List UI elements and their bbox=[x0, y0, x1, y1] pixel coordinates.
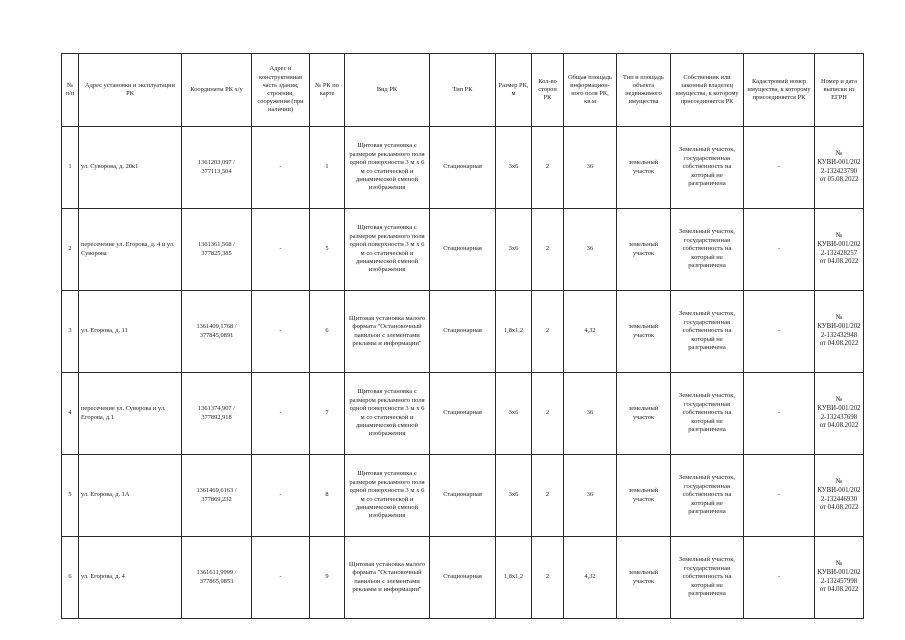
property-owner: Земельный участок, государственная собственность на который не разграничена bbox=[671, 373, 744, 455]
structure-size: 3х6 bbox=[496, 373, 532, 455]
table-row bbox=[62, 373, 864, 455]
header-cell: № п/п bbox=[62, 54, 79, 127]
egrn-extract: № КУВИ-001/2022-132428257 от 04.08.2022 bbox=[815, 209, 864, 291]
header-cell: Тип РК bbox=[430, 54, 496, 127]
table-header-row bbox=[62, 54, 864, 127]
map-number: 7 bbox=[310, 373, 345, 455]
map-number: 8 bbox=[310, 455, 345, 537]
sides-count: 2 bbox=[532, 291, 564, 373]
property-object: земельный участок bbox=[617, 291, 671, 373]
info-field-area: 36 bbox=[564, 209, 617, 291]
property-owner: Земельный участок, государственная собственность на который не разграничена bbox=[671, 209, 744, 291]
row-number: 5 bbox=[62, 455, 79, 537]
egrn-extract: № КУВИ-001/2022-132423790 от 05.08.2022 bbox=[815, 127, 864, 209]
header-cell: Адрес и конструктивная часть здания, строения, сооружения (при наличии) bbox=[252, 54, 310, 127]
info-field-area: 36 bbox=[564, 373, 617, 455]
header-cell: Координаты РК х/у bbox=[182, 54, 252, 127]
building-address: - bbox=[252, 291, 310, 373]
header-cell: Общая площадь информацион-ного поля РК, кв.м bbox=[564, 54, 617, 127]
header-cell: Кол-во сторон РК bbox=[532, 54, 564, 127]
structure-kind: Щитовая установка малого формата "Остановочный павильон с элементами рекламы и информации" bbox=[345, 291, 430, 373]
info-field-area: 36 bbox=[564, 127, 617, 209]
row-number: 2 bbox=[62, 209, 79, 291]
table-row bbox=[62, 209, 864, 291]
building-address: - bbox=[252, 373, 310, 455]
header-cell: Размер РК, м bbox=[496, 54, 532, 127]
building-address: - bbox=[252, 455, 310, 537]
cadastral-number: - bbox=[744, 455, 815, 537]
cadastral-number: - bbox=[744, 373, 815, 455]
info-field-area: 36 bbox=[564, 455, 617, 537]
header-cell: Вид РК bbox=[345, 54, 430, 127]
row-number: 3 bbox=[62, 291, 79, 373]
property-owner: Земельный участок, государственная собственность на который не разграничена bbox=[671, 455, 744, 537]
installation-address: ул. Егорова, д. 1А bbox=[79, 455, 182, 537]
info-field-area: 4,32 bbox=[564, 537, 617, 619]
cadastral-number: - bbox=[744, 537, 815, 619]
property-object: земельный участок bbox=[617, 127, 671, 209]
property-owner: Земельный участок, государственная собственность на который не разграничена bbox=[671, 127, 744, 209]
property-object: земельный участок bbox=[617, 373, 671, 455]
sides-count: 2 bbox=[532, 209, 564, 291]
structure-kind: Щитовая установка с размером рекламного поля одной поверхности 3 м х 6 м со статической и динамической сменой изображения bbox=[345, 209, 430, 291]
header-cell: Адрес установки и эксплуатации РК bbox=[79, 54, 182, 127]
structure-type: Стационарная bbox=[430, 373, 496, 455]
table-row bbox=[62, 291, 864, 373]
structure-size: 1,8х1,2 bbox=[496, 537, 532, 619]
installation-address: ул. Суворова, д. 20к1 bbox=[79, 127, 182, 209]
structure-kind: Щитовая установка малого формата "Остановочный павильон с элементами рекламы и информации" bbox=[345, 537, 430, 619]
structure-type: Стационарная bbox=[430, 127, 496, 209]
row-number: 1 bbox=[62, 127, 79, 209]
structure-size: 1,8х1,2 bbox=[496, 291, 532, 373]
installation-address: ул. Егорова, д. 4 bbox=[79, 537, 182, 619]
header-cell: № РК по карте bbox=[310, 54, 345, 127]
sides-count: 2 bbox=[532, 455, 564, 537]
coordinates: 1361203,097 / 377113,504 bbox=[182, 127, 252, 209]
sides-count: 2 bbox=[532, 537, 564, 619]
table-row bbox=[62, 455, 864, 537]
structure-type: Стационарная bbox=[430, 291, 496, 373]
installation-address: пересечение ул. Егорова, д. 4 и ул. Суворова bbox=[79, 209, 182, 291]
map-number: 1 bbox=[310, 127, 345, 209]
egrn-extract: № КУВИ-001/2022-132446930 от 04.08.2022 bbox=[815, 455, 864, 537]
document-sheet bbox=[61, 53, 863, 619]
coordinates: 1361374,907 / 377892,918 bbox=[182, 373, 252, 455]
egrn-extract: № КУВИ-001/2022-132432948 от 04.08.2022 bbox=[815, 291, 864, 373]
structure-size: 3х6 bbox=[496, 127, 532, 209]
property-owner: Земельный участок, государственная собственность на который не разграничена bbox=[671, 537, 744, 619]
row-number: 6 bbox=[62, 537, 79, 619]
map-number: 9 bbox=[310, 537, 345, 619]
header-cell: Номер и дата выписки из ЕГРН bbox=[815, 54, 864, 127]
coordinates: 1361361,568 / 377825,385 bbox=[182, 209, 252, 291]
cadastral-number: - bbox=[744, 209, 815, 291]
installation-address: ул. Егорова, д. 11 bbox=[79, 291, 182, 373]
header-cell: Кадастровый номер имущества, к которому присоединяется РК bbox=[744, 54, 815, 127]
structure-type: Стационарная bbox=[430, 537, 496, 619]
table-row bbox=[62, 537, 864, 619]
coordinates: 1361409,1768 / 377845,0891 bbox=[182, 291, 252, 373]
structure-type: Стационарная bbox=[430, 209, 496, 291]
structure-size: 3х6 bbox=[496, 209, 532, 291]
sides-count: 2 bbox=[532, 373, 564, 455]
sides-count: 2 bbox=[532, 127, 564, 209]
map-number: 5 bbox=[310, 209, 345, 291]
header-cell: Собственник или законный владелец имущества, к которому присоединяется РК bbox=[671, 54, 744, 127]
property-object: земельный участок bbox=[617, 209, 671, 291]
structure-kind: Щитовая установка с размером рекламного поля одной поверхности 3 м х 6 м со статической и динамической сменой изображения bbox=[345, 127, 430, 209]
egrn-extract: № КУВИ-001/2022-132437698 от 04.08.2022 bbox=[815, 373, 864, 455]
property-object: земельный участок bbox=[617, 455, 671, 537]
cadastral-number: - bbox=[744, 127, 815, 209]
installation-address: пересечение ул. Суворова и ул. Егорова, д.1 bbox=[79, 373, 182, 455]
coordinates: 1361469,6163 / 377869,232 bbox=[182, 455, 252, 537]
table-row bbox=[62, 127, 864, 209]
structure-kind: Щитовая установка с размером рекламного поля одной поверхности 3 м х 6 м со статической и динамической сменой изображения bbox=[345, 373, 430, 455]
coordinates: 1361611,9999 / 377865,9853 bbox=[182, 537, 252, 619]
property-object: земельный участок bbox=[617, 537, 671, 619]
structure-type: Стационарная bbox=[430, 455, 496, 537]
egrn-extract: № КУВИ-001/2022-132457998 от 04.08.2022 bbox=[815, 537, 864, 619]
row-number: 4 bbox=[62, 373, 79, 455]
info-field-area: 4,32 bbox=[564, 291, 617, 373]
header-cell: Тип и площадь объекта недвижимого имущества bbox=[617, 54, 671, 127]
structure-size: 3х6 bbox=[496, 455, 532, 537]
cadastral-number: - bbox=[744, 291, 815, 373]
property-owner: Земельный участок, государственная собственность на который не разграничена bbox=[671, 291, 744, 373]
building-address: - bbox=[252, 537, 310, 619]
building-address: - bbox=[252, 209, 310, 291]
map-number: 6 bbox=[310, 291, 345, 373]
building-address: - bbox=[252, 127, 310, 209]
structure-kind: Щитовая установка с размером рекламного поля одной поверхности 3 м х 6 м со статической и динамической сменой изображения bbox=[345, 455, 430, 537]
advertising-structures-table bbox=[61, 53, 864, 619]
